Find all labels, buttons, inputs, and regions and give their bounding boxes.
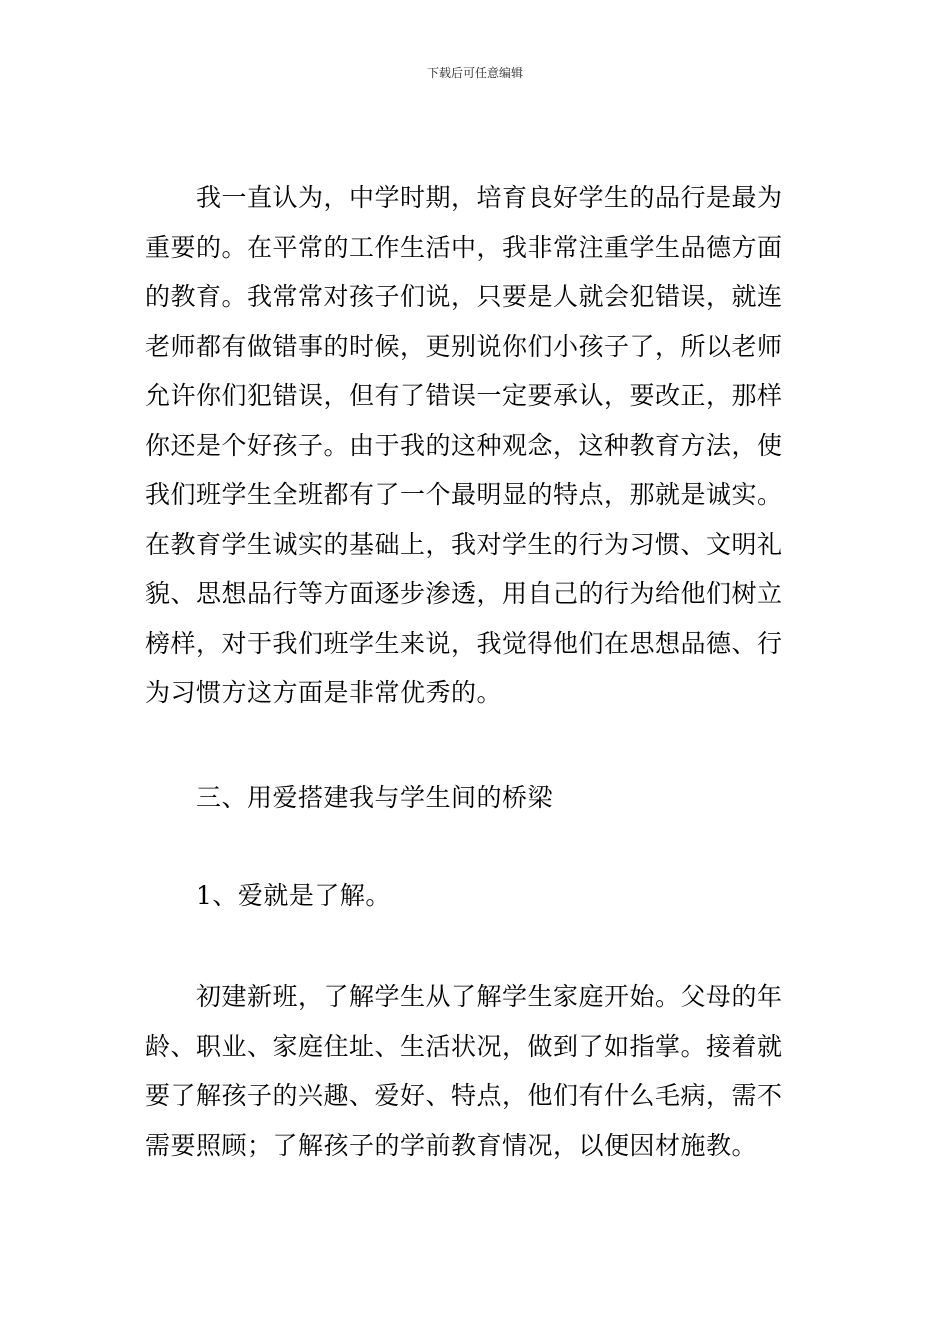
subheading-text: 1、爱就是了解。: [196, 881, 391, 910]
paragraph-2: [145, 972, 807, 1170]
paragraph-line: 我们班学生全班都有了一个最明显的特点，那就是诚实。: [145, 480, 783, 509]
paragraph-line: 需要照顾；了解孩子的学前教育情况，以便因材施教。: [145, 1130, 758, 1160]
section-heading-text: 三、用爱搭建我与学生间的桥梁: [196, 783, 554, 812]
paragraph-1: [145, 173, 807, 718]
paragraph-line: 老师都有做错事的时候，更别说你们小孩子了，所以老师: [145, 331, 783, 361]
paragraph-line: 龄、职业、家庭住址、生活状况，做到了如指掌。接着就: [145, 1031, 783, 1061]
paragraph-line: 初建新班，了解学生从了解学生家庭开始。父母的年: [196, 982, 783, 1011]
section-heading: [145, 773, 807, 823]
paragraph-line: 我一直认为，中学时期，培育良好学生的品行是最为: [196, 183, 783, 212]
paragraph-line: 貌、思想品行等方面逐步渗透，用自己的行为给他们树立: [145, 579, 783, 608]
paragraph-line: 的教育。我常常对孩子们说，只要是人就会犯错误，就连: [145, 282, 783, 311]
paragraph-line: 在教育学生诚实的基础上，我对学生的行为习惯、文明礼: [145, 529, 783, 559]
paragraph-line: 你还是个好孩子。由于我的这种观念，这种教育方法，使: [145, 430, 783, 460]
paragraph-line: 要了解孩子的兴趣、爱好、特点，他们有什么毛病，需不: [145, 1081, 783, 1110]
subheading: [145, 871, 807, 921]
page-header: 下载后可任意编辑: [426, 66, 523, 80]
paragraph-line: 重要的。在平常的工作生活中，我非常注重学生品德方面: [145, 232, 783, 262]
paragraph-line: 允许你们犯错误，但有了错误一定要承认，要改正，那样: [145, 381, 783, 410]
paragraph-line: 榜样，对于我们班学生来说，我觉得他们在思想品德、行: [145, 628, 783, 658]
paragraph-line: 为习惯方这方面是非常优秀的。: [145, 678, 503, 707]
